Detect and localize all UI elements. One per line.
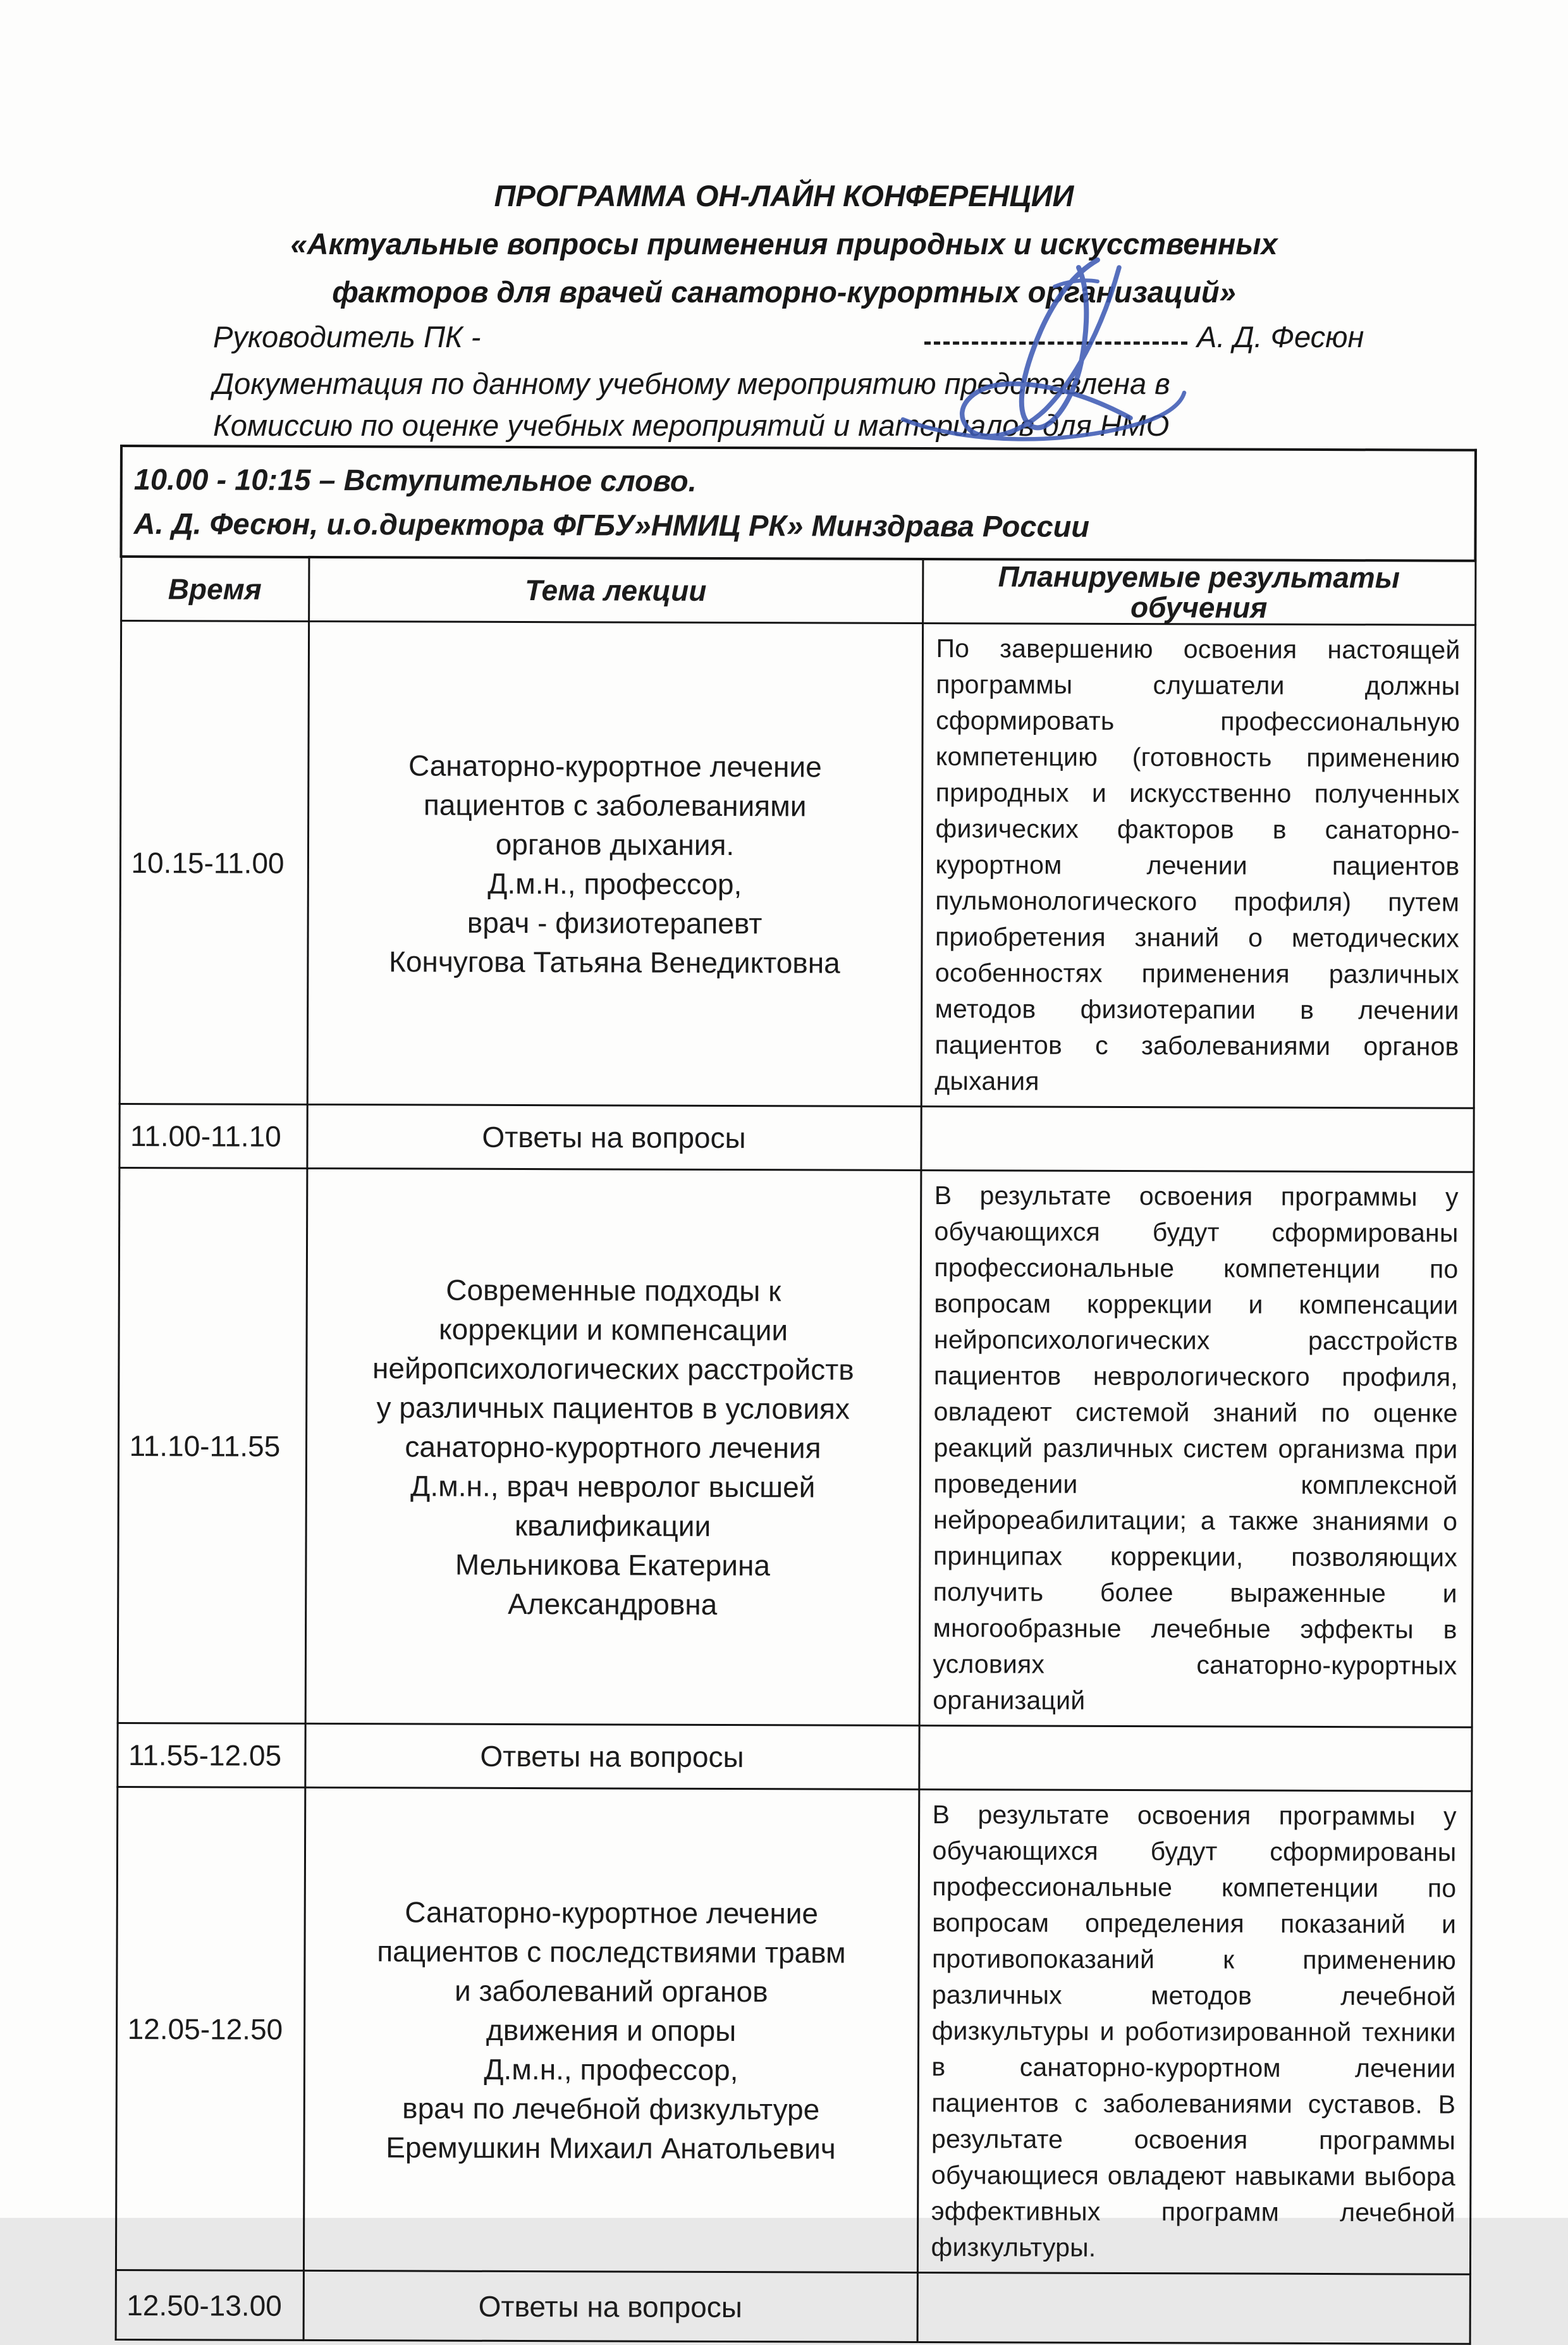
- time-cell: 12.05-12.50: [116, 1787, 305, 2270]
- outcomes-cell: По завершению освоения настоящей программы слушатели должны сформировать профессиональную компетенцию (готовность применению природных и искусственно полученных физических факторов в санаторно-курортном лечении пациентов пульмонологического профиля) путем приобретения знаний о методических особенностях применения различных методов физиотерапии в лечении пациентов с заболеваниями органов дыхания: [921, 623, 1475, 1108]
- table-row: [119, 621, 1475, 1109]
- time-cell: 12.50-13.00: [116, 2270, 303, 2340]
- leader-label: Руководитель ПК -: [213, 320, 481, 354]
- documentation-note-line1: Документация по данному учебному мероприятию представлена в: [213, 367, 1170, 400]
- documentation-note: [213, 363, 1170, 446]
- time-cell: 10.15-11.00: [119, 621, 309, 1105]
- answers-cell: Ответы на вопросы: [305, 1723, 919, 1789]
- table-header-row: [121, 557, 1475, 625]
- time-cell: 11.00-11.10: [119, 1104, 307, 1169]
- table-row: [118, 1168, 1474, 1728]
- column-header-topic: Тема лекции: [309, 557, 922, 624]
- signature-dash-line: [924, 342, 1187, 345]
- table-row: [116, 2270, 1470, 2344]
- outcomes-cell: [917, 2272, 1470, 2344]
- column-header-outcomes: Планируемые результаты обучения: [922, 559, 1475, 625]
- page-title: ПРОГРАММА ОН-ЛАЙН КОНФЕРЕНЦИИ: [494, 179, 1074, 212]
- table-row: [117, 1723, 1471, 1791]
- answers-cell: Ответы на вопросы: [303, 2270, 917, 2342]
- table-row: [119, 1104, 1473, 1172]
- time-cell: 11.55-12.05: [117, 1723, 305, 1787]
- outcomes-cell: В результате освоения программы у обучающихся будут сформированы профессиональные компетенции по вопросам коррекции и компенсации нейропсихологических расстройств пациентов неврологического профиля, овладеют системой знаний по оценке реакций различных систем организма при проведении комплексной нейрореабилитации; а также знаниями о принципах коррекции, позволяющих получить более выраженные и многообразные лечебные эффекты в условиях санаторно-курортных организаций: [919, 1170, 1474, 1727]
- page-subtitle-line1: «Актуальные вопросы применения природных и искусственных: [290, 227, 1278, 261]
- outcomes-cell: В результате освоения программы у обучающихся будут сформированы профессиональные компетенции по вопросам определения показаний и противопоказаний к применению различных методов лечебной физкультуры и роботизированной техники в санаторно-курортном лечении пациентов с заболеваниями суставов. В результате освоения программы обучающиеся овладеют навыками выбора эффективных программ лечебной физкультуры.: [917, 1789, 1471, 2274]
- topic-cell: Современные подходы к коррекции и компенсации нейропсихологических расстройств у различных пациентов в условиях санаторно-курортного лечения Д.м.н., врач невролог высшей квалификации Мельникова Екатерина Александровна: [305, 1168, 921, 1725]
- column-header-time: Время: [121, 557, 309, 621]
- topic-cell: Санаторно-курортное лечение пациентов с последствиями травм и заболеваний органов движения и опоры Д.м.н., профессор, врач по лечебной физкультуре Еремушкин Михаил Анатольевич: [303, 1787, 919, 2272]
- documentation-note-line2: Комиссию по оценке учебных мероприятий и материалов для НМО: [213, 409, 1170, 442]
- leader-name: А. Д. Фесюн: [1197, 320, 1364, 354]
- page-subtitle-line2: факторов для врачей санаторно-курортных организаций»: [332, 275, 1236, 309]
- outcomes-cell: [921, 1106, 1473, 1172]
- outcomes-cell: [919, 1725, 1471, 1791]
- intro-line2: А. Д. Фесюн, и.о.директора ФГБУ»НМИЦ РК» Минздрава России: [133, 506, 1090, 543]
- table-row: [116, 1787, 1471, 2274]
- schedule-table: [114, 445, 1477, 2345]
- table-intro-row: [121, 446, 1476, 561]
- intro-cell: [121, 446, 1476, 561]
- intro-line1: 10.00 - 10:15 – Вступительное слово.: [133, 462, 697, 498]
- answers-cell: Ответы на вопросы: [307, 1104, 921, 1170]
- document-header: [0, 172, 1568, 316]
- time-cell: 11.10-11.55: [118, 1168, 307, 1724]
- topic-cell: Санаторно-курортное лечение пациентов с заболеваниями органов дыхания. Д.м.н., профессор, врач - физиотерапевт Кончугова Татьяна Венедиктовна: [307, 621, 922, 1106]
